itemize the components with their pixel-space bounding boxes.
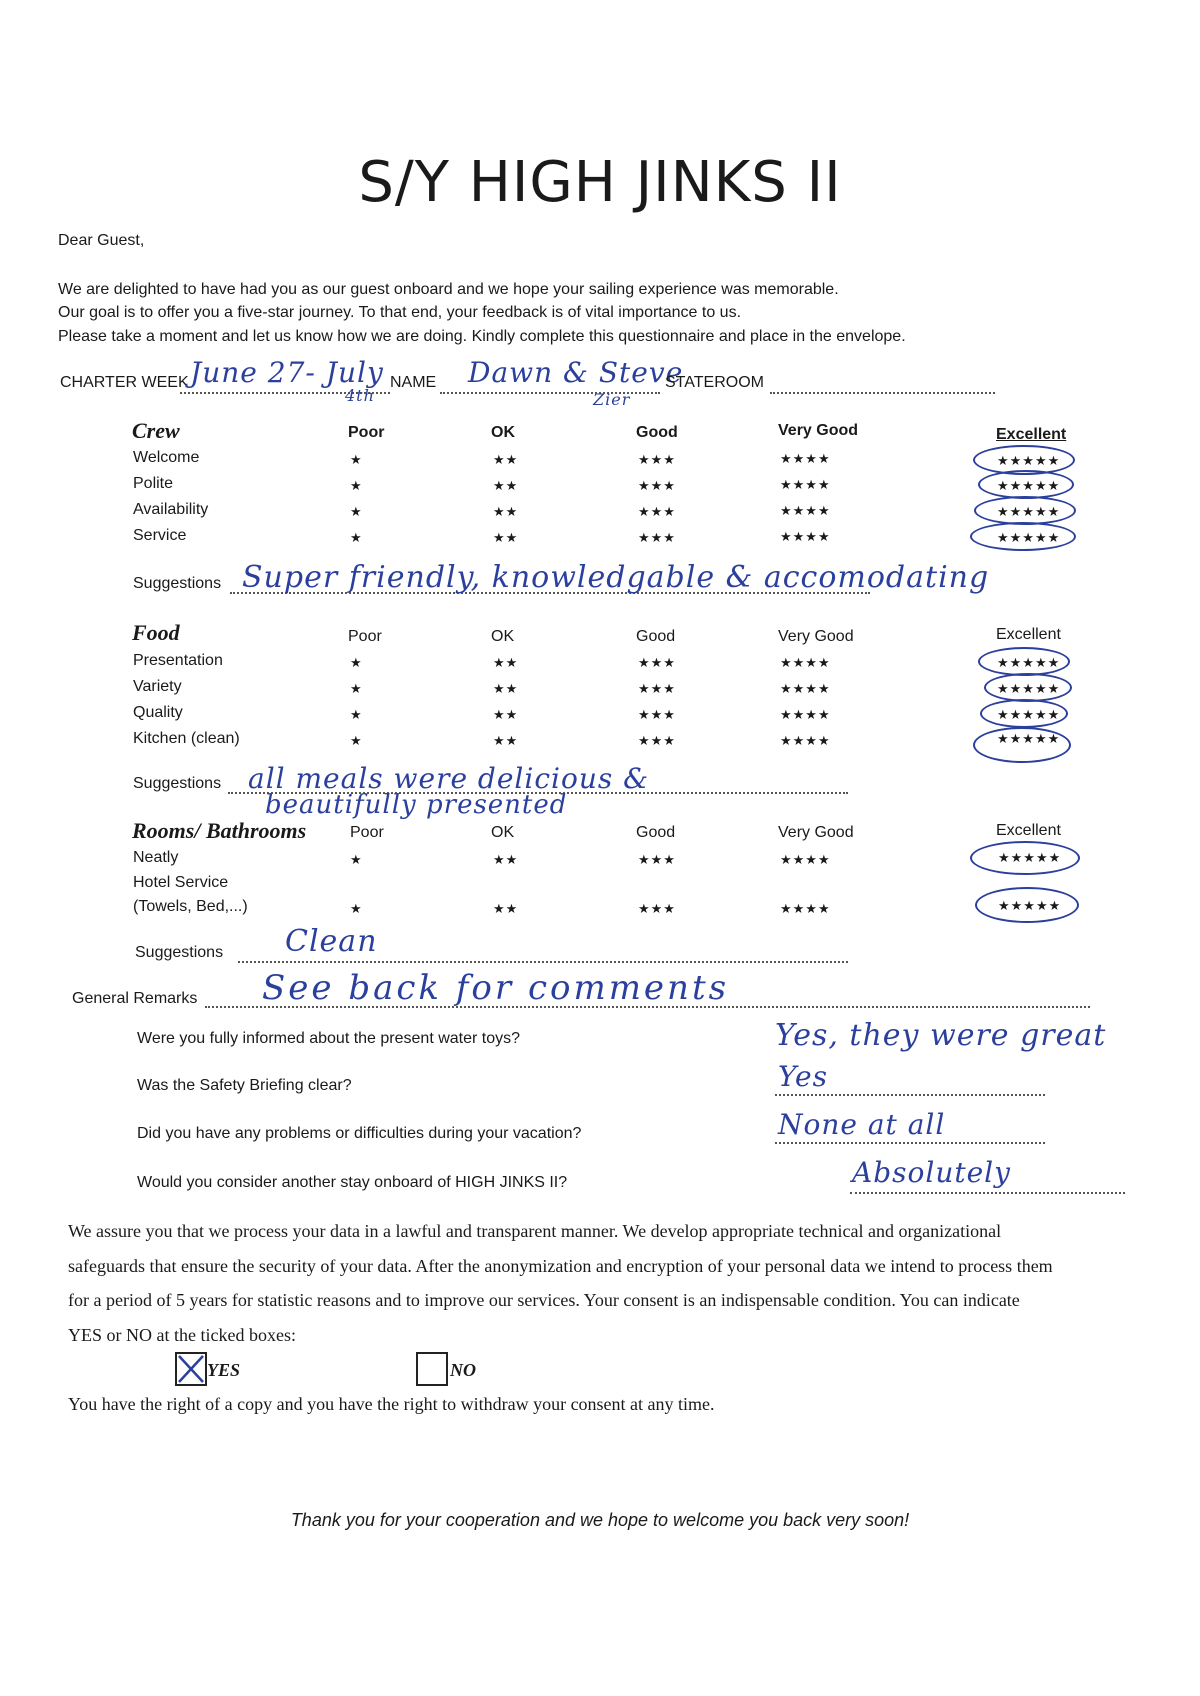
- food-item-presentation: Presentation: [133, 652, 223, 669]
- crew-header-ok: OK: [491, 424, 515, 441]
- food-item-quality: Quality: [133, 704, 183, 721]
- answer-another-stay-line: [850, 1192, 1125, 1194]
- consent-no-checkbox[interactable]: [416, 1352, 448, 1386]
- answer-another-stay[interactable]: Absolutely: [852, 1156, 1011, 1189]
- crew-header-good: Good: [636, 424, 678, 441]
- food-kitchen-good[interactable]: ★★★: [638, 733, 676, 748]
- food-kitchen-poor[interactable]: ★: [350, 733, 363, 748]
- consent-no-label: NO: [450, 1360, 476, 1380]
- food-title: Food: [132, 620, 180, 645]
- answer-problems[interactable]: None at all: [778, 1108, 946, 1141]
- rooms-title: Rooms/ Bathrooms: [132, 818, 307, 843]
- crew-suggestions-value[interactable]: Super friendly, knowledgable & accomodating: [242, 560, 990, 595]
- food-variety-excellent[interactable]: ★★★★★: [997, 681, 1061, 696]
- food-suggestions-value-2: beautifully presented: [265, 790, 568, 820]
- charter-week-value[interactable]: June 27- July: [190, 356, 384, 389]
- general-remarks-value[interactable]: See back for comments: [262, 968, 730, 1008]
- charter-week-value-2: 4th: [345, 386, 375, 405]
- intro-line-2: Our goal is to offer you a five-star journey. To that end, your feedback is of vital importance to us.: [58, 304, 742, 321]
- crew-header-very-good: Very Good: [778, 422, 859, 439]
- crew-availability-excellent[interactable]: ★★★★★: [997, 504, 1061, 519]
- food-suggestions-label: Suggestions: [133, 775, 222, 792]
- consent-yes-check-mark: [177, 1354, 205, 1384]
- crew-availability-selected-circle: [974, 496, 1076, 525]
- rooms-suggestions-label: Suggestions: [135, 944, 224, 961]
- food-quality-selected-circle: [980, 699, 1068, 728]
- rooms-neatly-very-good[interactable]: ★★★★: [780, 852, 831, 867]
- answer-water-toys[interactable]: Yes, they were great: [775, 1018, 1107, 1053]
- answer-problems-line: [775, 1142, 1045, 1144]
- privacy-line-1: We assure you that we process your data in a lawful and transparent manner. We develop appropriate technical and organizational: [68, 1221, 1002, 1241]
- crew-item-polite: Polite: [133, 475, 174, 492]
- crew-service-ok[interactable]: ★★: [493, 530, 519, 545]
- crew-polite-poor[interactable]: ★: [350, 478, 363, 493]
- food-kitchen-very-good[interactable]: ★★★★: [780, 733, 831, 748]
- rooms-header-excellent: Excellent: [996, 822, 1061, 839]
- crew-item-service: Service: [133, 527, 187, 544]
- crew-welcome-ok[interactable]: ★★: [493, 452, 519, 467]
- food-variety-poor[interactable]: ★: [350, 681, 363, 696]
- rooms-hotel-poor[interactable]: ★: [350, 901, 363, 916]
- rooms-hotel-ok[interactable]: ★★: [493, 901, 519, 916]
- rooms-header-good: Good: [636, 824, 676, 841]
- general-remarks-label: General Remarks: [72, 990, 198, 1007]
- crew-availability-ok[interactable]: ★★: [493, 504, 519, 519]
- crew-service-good[interactable]: ★★★: [638, 530, 676, 545]
- crew-welcome-good[interactable]: ★★★: [638, 452, 676, 467]
- crew-welcome-very-good[interactable]: ★★★★: [780, 451, 831, 466]
- rooms-hotel-selected-circle: [975, 887, 1079, 923]
- crew-service-excellent[interactable]: ★★★★★: [997, 530, 1061, 545]
- food-header-very-good: Very Good: [778, 628, 854, 645]
- name-label: NAME: [390, 374, 437, 391]
- rooms-header-poor: Poor: [350, 824, 384, 841]
- food-presentation-excellent[interactable]: ★★★★★: [997, 655, 1061, 670]
- crew-availability-very-good[interactable]: ★★★★: [780, 503, 831, 518]
- rooms-hotel-excellent[interactable]: ★★★★★: [998, 898, 1062, 913]
- food-variety-selected-circle: [984, 673, 1072, 702]
- food-quality-poor[interactable]: ★: [350, 707, 363, 722]
- question-another-stay: Would you consider another stay onboard of HIGH JINKS II?: [137, 1174, 568, 1191]
- crew-service-very-good[interactable]: ★★★★: [780, 529, 831, 544]
- food-kitchen-ok[interactable]: ★★: [493, 733, 519, 748]
- food-quality-good[interactable]: ★★★: [638, 707, 676, 722]
- rooms-neatly-ok[interactable]: ★★: [493, 852, 519, 867]
- rooms-hotel-good[interactable]: ★★★: [638, 901, 676, 916]
- rooms-suggestions-value[interactable]: Clean: [285, 924, 378, 959]
- question-water-toys: Were you fully informed about the present water toys?: [137, 1030, 521, 1047]
- charter-week-label: CHARTER WEEK: [60, 374, 189, 391]
- consent-yes-label: YES: [207, 1360, 241, 1380]
- food-presentation-very-good[interactable]: ★★★★: [780, 655, 831, 670]
- food-suggestions-value[interactable]: all meals were delicious &: [248, 762, 650, 795]
- crew-polite-ok[interactable]: ★★: [493, 478, 519, 493]
- rights-text: You have the right of a copy and you have the right to withdraw your consent at any time.: [68, 1394, 715, 1414]
- crew-title: Crew: [132, 418, 180, 443]
- intro-line-1: We are delighted to have had you as our guest onboard and we hope your sailing experience was memorable.: [58, 281, 839, 298]
- rooms-header-ok: OK: [491, 824, 515, 841]
- consent-yes-checkbox[interactable]: [175, 1352, 207, 1386]
- rooms-item-neatly: Neatly: [133, 849, 179, 866]
- food-quality-ok[interactable]: ★★: [493, 707, 519, 722]
- food-variety-good[interactable]: ★★★: [638, 681, 676, 696]
- crew-availability-good[interactable]: ★★★: [638, 504, 676, 519]
- food-header-ok: OK: [491, 628, 515, 645]
- rooms-neatly-excellent[interactable]: ★★★★★: [998, 850, 1062, 865]
- rooms-hotel-very-good[interactable]: ★★★★: [780, 901, 831, 916]
- stateroom-label: STATEROOM: [665, 374, 764, 391]
- crew-polite-excellent[interactable]: ★★★★★: [997, 478, 1061, 493]
- answer-safety-line: [775, 1094, 1045, 1096]
- crew-suggestions-label: Suggestions: [133, 575, 222, 592]
- crew-welcome-excellent[interactable]: ★★★★★: [997, 453, 1061, 468]
- food-kitchen-excellent[interactable]: ★★★★★: [997, 731, 1061, 746]
- food-header-excellent: Excellent: [996, 626, 1061, 643]
- name-value-2: Zier: [593, 390, 631, 409]
- crew-item-welcome: Welcome: [133, 449, 200, 466]
- rooms-neatly-poor[interactable]: ★: [350, 852, 363, 867]
- rooms-neatly-good[interactable]: ★★★: [638, 852, 676, 867]
- question-safety-briefing: Was the Safety Briefing clear?: [137, 1077, 352, 1094]
- rooms-header-very-good: Very Good: [778, 824, 854, 841]
- crew-service-selected-circle: [970, 522, 1076, 551]
- crew-header-excellent: Excellent: [996, 426, 1067, 443]
- answer-safety-briefing[interactable]: Yes: [778, 1060, 828, 1093]
- crew-polite-very-good[interactable]: ★★★★: [780, 477, 831, 492]
- food-quality-excellent[interactable]: ★★★★★: [997, 707, 1061, 722]
- food-item-variety: Variety: [133, 678, 182, 695]
- privacy-line-2: safeguards that ensure the security of your data. After the anonymization and encryption of your personal data we intend to process them: [68, 1256, 1053, 1276]
- food-presentation-good[interactable]: ★★★: [638, 655, 676, 670]
- page-title: S/Y HIGH JINKS II: [358, 150, 842, 215]
- crew-polite-good[interactable]: ★★★: [638, 478, 676, 493]
- rooms-item-hotel-service: Hotel Service: [133, 874, 229, 891]
- food-presentation-selected-circle: [978, 647, 1070, 676]
- crew-welcome-poor[interactable]: ★: [350, 452, 363, 467]
- food-header-poor: Poor: [348, 628, 382, 645]
- crew-service-poor[interactable]: ★: [350, 530, 363, 545]
- food-variety-ok[interactable]: ★★: [493, 681, 519, 696]
- closing-message: Thank you for your cooperation and we hope to welcome you back very soon!: [290, 1510, 910, 1530]
- rooms-item-towels-bed: (Towels, Bed,...): [133, 898, 248, 915]
- rooms-suggestions-line: [238, 961, 848, 963]
- food-presentation-ok[interactable]: ★★: [493, 655, 519, 670]
- crew-availability-poor[interactable]: ★: [350, 504, 363, 519]
- food-kitchen-selected-circle: [973, 727, 1071, 763]
- greeting: Dear Guest,: [58, 232, 145, 249]
- question-problems: Did you have any problems or difficulties during your vacation?: [137, 1125, 582, 1142]
- intro-line-3: Please take a moment and let us know how we are doing. Kindly complete this questionnaire and place in the envelope.: [58, 328, 906, 345]
- food-quality-very-good[interactable]: ★★★★: [780, 707, 831, 722]
- food-presentation-poor[interactable]: ★: [350, 655, 363, 670]
- rooms-neatly-selected-circle: [970, 841, 1080, 875]
- food-header-good: Good: [636, 628, 676, 645]
- stateroom-line[interactable]: [770, 392, 995, 394]
- food-variety-very-good[interactable]: ★★★★: [780, 681, 831, 696]
- crew-item-availability: Availability: [133, 501, 209, 518]
- privacy-line-3: for a period of 5 years for statistic reasons and to improve our services. Your consent is an indispensable condition. You can indicate: [68, 1290, 1020, 1310]
- crew-polite-selected-circle: [978, 470, 1074, 499]
- food-item-kitchen: Kitchen (clean): [133, 730, 240, 747]
- name-value[interactable]: Dawn & Steve: [468, 356, 684, 389]
- crew-header-poor: Poor: [348, 424, 385, 441]
- privacy-line-4: YES or NO at the ticked boxes:: [68, 1325, 296, 1345]
